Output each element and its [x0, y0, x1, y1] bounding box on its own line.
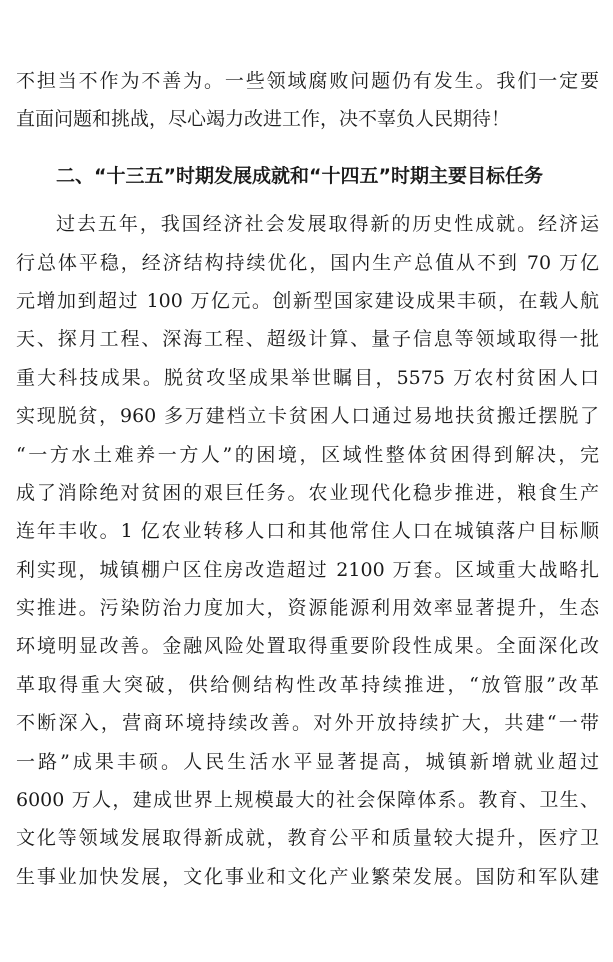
text-line: 不担当不作为不善为。一些领域腐败问题仍有发生。我们一定要	[16, 70, 599, 92]
text-line: 革取得重大突破，供给侧结构性改革持续推进，“放管服”改革	[16, 673, 599, 696]
text-line: 环境明显改善。金融风险处置取得重要阶段性成果。全面深化改	[16, 635, 599, 658]
paragraph-1	[16, 62, 599, 139]
text-line: 利实现，城镇棚户区住房改造超过 2100 万套。区域重大战略扎	[16, 558, 599, 581]
text-line: 连年丰收。1 亿农业转移人口和其他常住人口在城镇落户目标顺	[16, 520, 599, 543]
text-line: 一路”成果丰硕。人民生活水平显著提高，城镇新增就业超过	[16, 750, 599, 773]
text-line: 元增加到超过 100 万亿元。创新型国家建设成果丰硕，在载人航	[16, 289, 599, 312]
paragraph-2	[16, 205, 599, 896]
text-line: 文化等领域发展取得新成就，教育公平和质量较大提升，医疗卫	[16, 827, 599, 850]
text-line: 实现脱贫，960 多万建档立卡贫困人口通过易地扶贫搬迁摆脱了	[16, 405, 599, 428]
text-line: 6000 万人，建成世界上规模最大的社会保障体系。教育、卫生、	[16, 789, 599, 812]
text-line: 不断深入，营商环境持续改善。对外开放持续扩大，共建“一带	[16, 712, 599, 735]
text-line: 直面问题和挑战，尽心竭力改进工作，决不辜负人民期待！	[16, 108, 511, 131]
text-line: “一方水土难养一方人”的困境，区域性整体贫困得到解决，完	[16, 443, 599, 466]
text-line: 重大科技成果。脱贫攻坚成果举世瞩目，5575 万农村贫困人口	[16, 366, 599, 389]
text-line: 实推进。污染防治力度加大，资源能源利用效率显著提升，生态	[16, 597, 599, 620]
text-line: 生事业加快发展，文化事业和文化产业繁荣发展。国防和军队建	[16, 865, 599, 888]
text-line: 天、探月工程、深海工程、超级计算、量子信息等领域取得一批	[16, 328, 599, 351]
section-heading: 二、“十三五”时期发展成就和“十四五”时期主要目标任务	[56, 164, 543, 187]
text-line: 过去五年，我国经济社会发展取得新的历史性成就。经济运	[56, 213, 599, 236]
text-line: 行总体平稳，经济结构持续优化，国内生产总值从不到 70 万亿	[16, 251, 599, 274]
text-line: 成了消除绝对贫困的艰巨任务。农业现代化稳步推进，粮食生产	[16, 481, 599, 504]
